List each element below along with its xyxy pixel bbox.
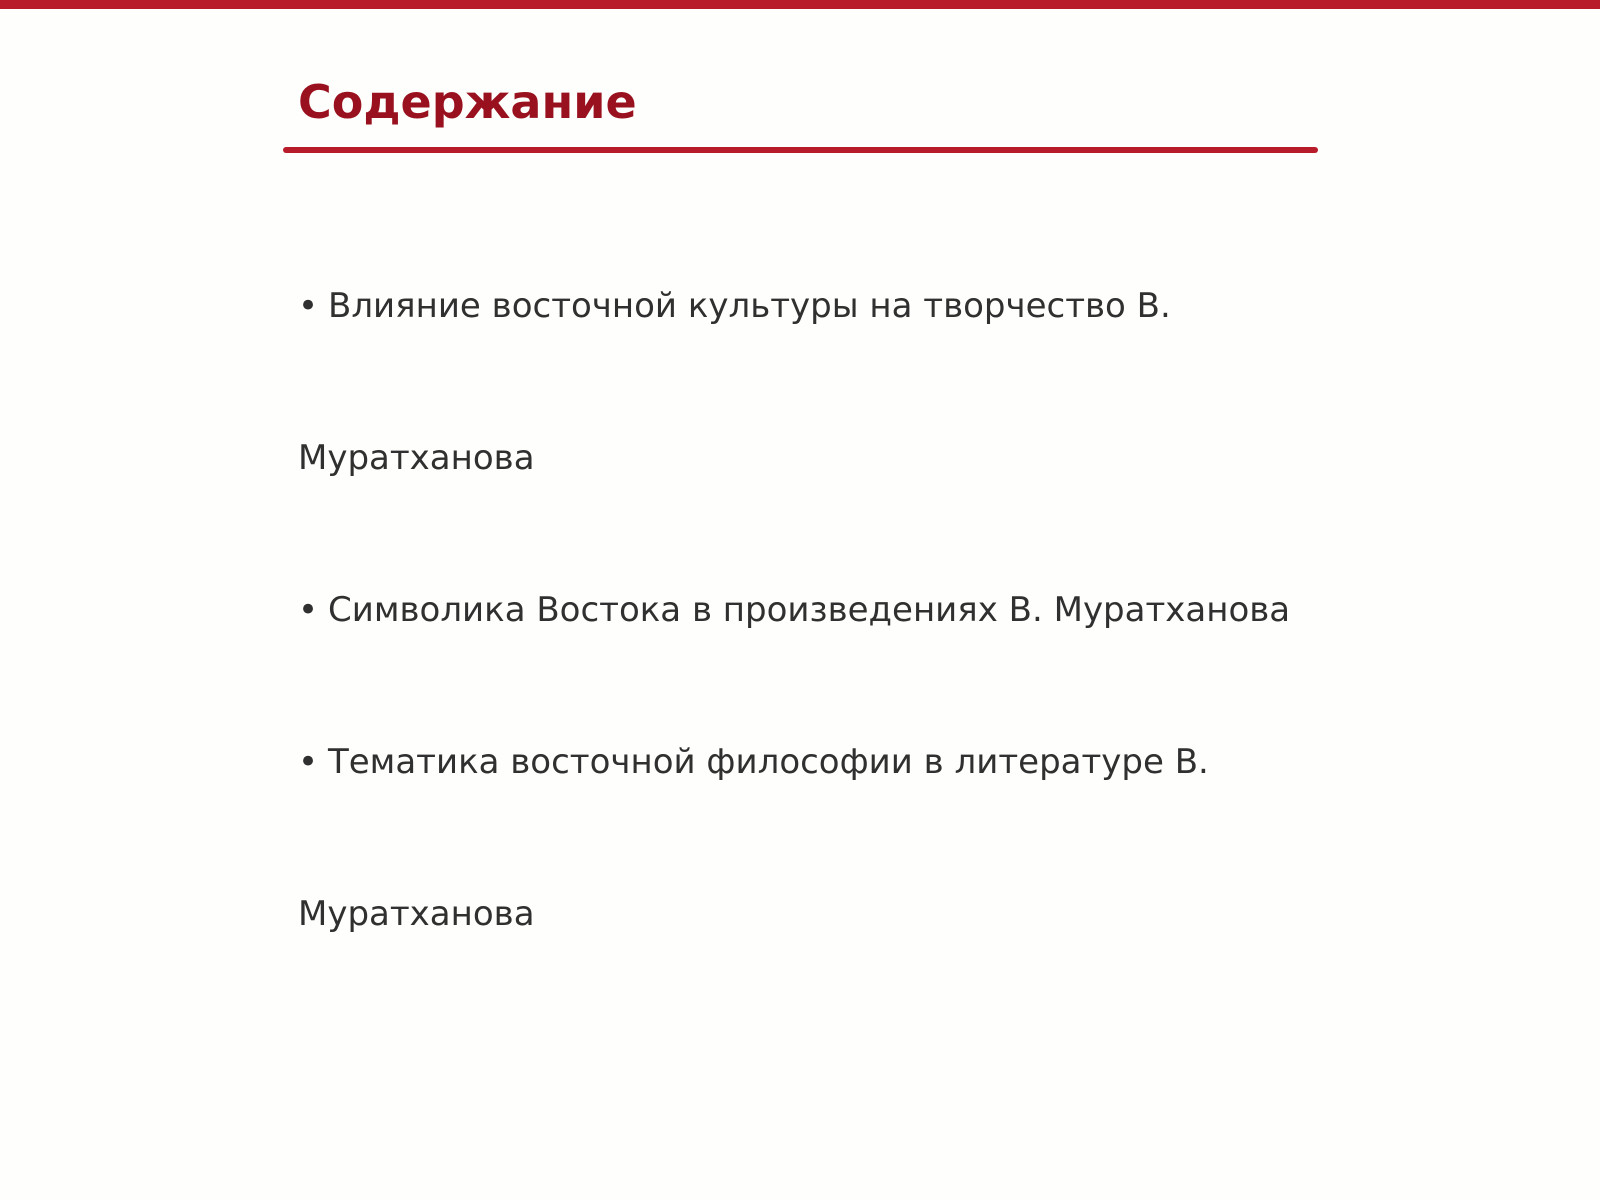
list-item-text: Символика Востока в произведениях В. Муратханова xyxy=(328,590,1291,630)
bullet-icon: • xyxy=(298,590,319,630)
list-item-text: Влияние восточной культуры на творчество В. xyxy=(328,286,1171,326)
top-accent-bar xyxy=(0,0,1600,9)
title-underline xyxy=(283,147,1318,153)
bullet-icon: • xyxy=(298,742,319,782)
list-item-text: Тематика восточной философии в литературе В. xyxy=(328,742,1209,782)
list-item xyxy=(298,284,1171,328)
list-item-continuation: Муратханова xyxy=(298,894,535,934)
bullet-icon: • xyxy=(298,286,319,326)
list-item xyxy=(298,740,1209,784)
slide-title: Содержание xyxy=(298,75,637,129)
list-item-continuation: Муратханова xyxy=(298,438,535,478)
list-item xyxy=(298,588,1290,632)
